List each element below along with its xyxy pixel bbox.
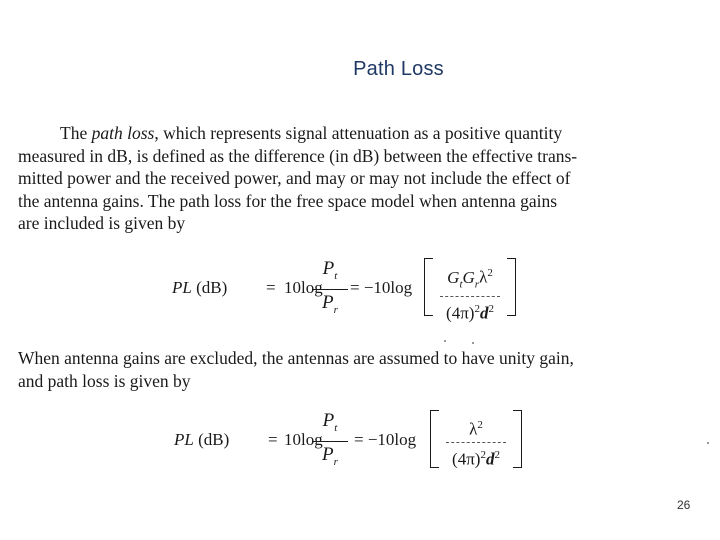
paragraph-text: The — [60, 123, 92, 143]
formula-path-loss-with-gains — [172, 258, 522, 323]
log-term: 10log — [284, 278, 323, 297]
term-path-loss: path loss — [91, 123, 155, 143]
log-term: 10log — [284, 430, 323, 449]
formula-lhs: PL (dB) — [172, 278, 228, 297]
page-number: 26 — [677, 498, 691, 512]
bracket-expression: $\lambda^2$ $(4\pi)^2d^2$ — [430, 408, 522, 470]
bracket-expression: $G_tG_r\lambda^2$ $(4\pi)^2d^2$ — [424, 256, 516, 318]
equals-sign: = — [268, 430, 278, 449]
paragraph-path-loss-definition — [18, 122, 706, 235]
formula-path-loss-unity-gain — [174, 410, 524, 470]
power-ratio-fraction: $P_t$ $P_r$ — [312, 410, 348, 473]
equals-neg-log: = −10log — [350, 278, 413, 297]
formula-lhs: PL (dB) — [174, 430, 230, 449]
scan-dot — [707, 442, 709, 444]
equals-sign: = — [266, 278, 276, 297]
paragraph-text: mitted power and the received power, and may or may not include the effect of — [18, 168, 571, 188]
paragraph-text: measured in dB, is defined as the difference (in dB) between the effective trans- — [18, 145, 578, 166]
scan-dot — [444, 340, 446, 342]
paragraph-text: and path loss is given by — [18, 370, 191, 391]
paragraph-text: When antenna gains are excluded, the antennas are assumed to have unity gain, — [18, 348, 574, 368]
paragraph-text: the antenna gains. The path loss for the free space model when antenna gains — [18, 190, 558, 211]
paragraph-text: , which represents signal attenuation as a positive quantity — [154, 123, 563, 143]
power-ratio-fraction: $P_t$ $P_r$ — [312, 258, 348, 321]
slide-title: Path Loss — [353, 58, 444, 80]
paragraph-gains-excluded — [18, 347, 718, 392]
scan-dot — [472, 342, 474, 344]
paragraph-text: are included is given by — [18, 213, 186, 233]
equals-neg-log: = −10log — [354, 430, 417, 449]
